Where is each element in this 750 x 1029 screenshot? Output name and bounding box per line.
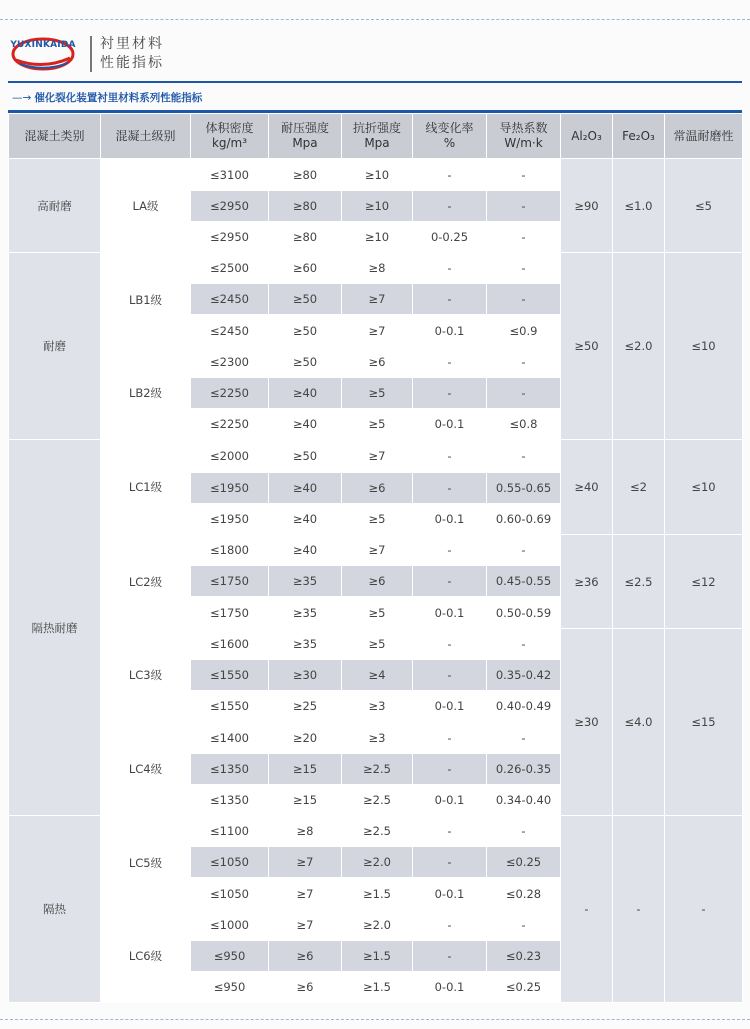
wear-cell: - xyxy=(665,816,743,1003)
table-header-row xyxy=(9,114,743,159)
header-cell-class xyxy=(9,114,101,159)
linear-change-cell: - xyxy=(413,910,487,941)
flexural-cell: ≥2.0 xyxy=(342,847,413,878)
density-cell: ≤1350 xyxy=(191,754,269,785)
flexural-cell: ≥5 xyxy=(342,378,413,409)
compressive-cell: ≥50 xyxy=(269,440,342,473)
compressive-cell: ≥7 xyxy=(269,878,342,910)
flexural-cell: ≥3 xyxy=(342,691,413,722)
al2o3-cell: ≥90 xyxy=(561,159,613,253)
density-cell: ≤2500 xyxy=(191,253,269,284)
flexural-cell: ≥7 xyxy=(342,284,413,315)
density-cell: ≤1600 xyxy=(191,629,269,660)
al2o3-cell: - xyxy=(561,816,613,1003)
header-label: 导热系数 xyxy=(499,121,548,135)
linear-change-cell: 0-0.1 xyxy=(413,878,487,910)
grade-cell: LC4级 xyxy=(101,722,191,816)
flexural-cell: ≥3 xyxy=(342,722,413,754)
compressive-cell: ≥80 xyxy=(269,159,342,191)
thermal-cell: - xyxy=(487,159,561,191)
header-label: 耐压强度 xyxy=(280,121,329,135)
wear-cell: ≤5 xyxy=(665,159,743,253)
flexural-cell: ≥7 xyxy=(342,315,413,347)
table-row xyxy=(9,253,743,284)
density-cell: ≤1950 xyxy=(191,473,269,504)
wear-cell: ≤10 xyxy=(665,253,743,440)
table-row xyxy=(9,816,743,847)
flexural-cell: ≥7 xyxy=(342,440,413,473)
header-unit: Mpa xyxy=(364,136,390,150)
linear-change-cell: 0-0.1 xyxy=(413,972,487,1003)
linear-change-cell: - xyxy=(413,473,487,504)
density-cell: ≤2000 xyxy=(191,440,269,473)
density-cell: ≤3100 xyxy=(191,159,269,191)
thermal-cell: 0.26-0.35 xyxy=(487,754,561,785)
density-cell: ≤950 xyxy=(191,972,269,1003)
al2o3-cell: ≥40 xyxy=(561,440,613,535)
thermal-cell: - xyxy=(487,535,561,566)
compressive-cell: ≥30 xyxy=(269,660,342,691)
header-label: 线变化率 xyxy=(425,121,474,135)
linear-change-cell: 0-0.1 xyxy=(413,785,487,816)
flexural-cell: ≥6 xyxy=(342,566,413,597)
linear-change-cell: - xyxy=(413,754,487,785)
header-cell-thermal xyxy=(487,114,561,159)
class-cell: 高耐磨 xyxy=(9,159,101,253)
grade-cell: LC2级 xyxy=(101,535,191,629)
linear-change-cell: - xyxy=(413,660,487,691)
flexural-cell: ≥10 xyxy=(342,191,413,222)
density-cell: ≤2250 xyxy=(191,378,269,409)
header-label: 体积密度 xyxy=(205,121,254,135)
compressive-cell: ≥50 xyxy=(269,347,342,378)
fe2o3-cell: ≤2 xyxy=(613,440,665,535)
compressive-cell: ≥80 xyxy=(269,222,342,253)
class-cell: 隔热耐磨 xyxy=(9,440,101,816)
header-cell-compressive xyxy=(269,114,342,159)
compressive-cell: ≥50 xyxy=(269,315,342,347)
density-cell: ≤2450 xyxy=(191,284,269,315)
density-cell: ≤2250 xyxy=(191,409,269,440)
compressive-cell: ≥25 xyxy=(269,691,342,722)
compressive-cell: ≥6 xyxy=(269,941,342,972)
flexural-cell: ≥1.5 xyxy=(342,941,413,972)
density-cell: ≤1000 xyxy=(191,910,269,941)
header-cell-flexural xyxy=(342,114,413,159)
header-cell-al2o3 xyxy=(561,114,613,159)
fe2o3-cell: ≤2.0 xyxy=(613,253,665,440)
header-title-line2: 性能指标 xyxy=(100,55,164,71)
density-cell: ≤2950 xyxy=(191,191,269,222)
flexural-cell: ≥10 xyxy=(342,159,413,191)
compressive-cell: ≥15 xyxy=(269,785,342,816)
grade-cell: LC5级 xyxy=(101,816,191,910)
thermal-cell: - xyxy=(487,440,561,473)
thermal-cell: - xyxy=(487,629,561,660)
density-cell: ≤1100 xyxy=(191,816,269,847)
flexural-cell: ≥7 xyxy=(342,535,413,566)
compressive-cell: ≥7 xyxy=(269,847,342,878)
flexural-cell: ≥5 xyxy=(342,504,413,535)
table-row xyxy=(9,159,743,191)
thermal-cell: ≤0.8 xyxy=(487,409,561,440)
density-cell: ≤1550 xyxy=(191,691,269,722)
flexural-cell: ≥10 xyxy=(342,222,413,253)
thermal-cell: - xyxy=(487,284,561,315)
compressive-cell: ≥80 xyxy=(269,191,342,222)
linear-change-cell: - xyxy=(413,535,487,566)
density-cell: ≤1750 xyxy=(191,597,269,629)
al2o3-cell: ≥50 xyxy=(561,253,613,440)
header-title-line1: 衬里材料 xyxy=(100,36,164,52)
compressive-cell: ≥20 xyxy=(269,722,342,754)
thermal-cell: 0.55-0.65 xyxy=(487,473,561,504)
compressive-cell: ≥6 xyxy=(269,972,342,1003)
grade-cell: LA级 xyxy=(101,159,191,253)
linear-change-cell: 0-0.25 xyxy=(413,222,487,253)
wear-cell: ≤12 xyxy=(665,535,743,629)
wear-cell: ≤10 xyxy=(665,440,743,535)
linear-change-cell: - xyxy=(413,816,487,847)
density-cell: ≤950 xyxy=(191,941,269,972)
section-subtitle-text: 催化裂化装置衬里材料系列性能指标 xyxy=(34,92,203,104)
density-cell: ≤1950 xyxy=(191,504,269,535)
header-cell-density xyxy=(191,114,269,159)
arrow-right-icon: —→ xyxy=(12,92,32,104)
table-row xyxy=(9,535,743,566)
linear-change-cell: 0-0.1 xyxy=(413,504,487,535)
wear-cell: ≤15 xyxy=(665,629,743,816)
table-row xyxy=(9,629,743,660)
flexural-cell: ≥4 xyxy=(342,660,413,691)
header-divider xyxy=(90,36,92,72)
top-dashed-line xyxy=(0,19,750,20)
thermal-cell: - xyxy=(487,722,561,754)
logo-text: YUXINKAIDA xyxy=(10,40,76,50)
thermal-cell: - xyxy=(487,910,561,941)
linear-change-cell: - xyxy=(413,847,487,878)
fe2o3-cell: - xyxy=(613,816,665,1003)
linear-change-cell: - xyxy=(413,159,487,191)
header-unit: % xyxy=(443,136,456,150)
header-label: Fe₂O₃ xyxy=(622,128,655,143)
density-cell: ≤2950 xyxy=(191,222,269,253)
thermal-cell: ≤0.25 xyxy=(487,972,561,1003)
thermal-cell: - xyxy=(487,378,561,409)
linear-change-cell: - xyxy=(413,629,487,660)
compressive-cell: ≥7 xyxy=(269,910,342,941)
header-label: 混凝土级别 xyxy=(115,128,176,143)
thermal-cell: - xyxy=(487,222,561,253)
flexural-cell: ≥1.5 xyxy=(342,972,413,1003)
flexural-cell: ≥5 xyxy=(342,597,413,629)
grade-cell: LC1级 xyxy=(101,440,191,535)
linear-change-cell: - xyxy=(413,440,487,473)
fe2o3-cell: ≤4.0 xyxy=(613,629,665,816)
header-unit: W/m·k xyxy=(504,136,543,150)
al2o3-cell: ≥30 xyxy=(561,629,613,816)
flexural-cell: ≥5 xyxy=(342,409,413,440)
grade-cell: LB1级 xyxy=(101,253,191,347)
header-label: 混凝土类别 xyxy=(24,128,85,143)
fe2o3-cell: ≤1.0 xyxy=(613,159,665,253)
header-cell-grade xyxy=(101,114,191,159)
linear-change-cell: - xyxy=(413,253,487,284)
section-subtitle xyxy=(12,90,202,105)
density-cell: ≤2300 xyxy=(191,347,269,378)
linear-change-cell: - xyxy=(413,378,487,409)
flexural-cell: ≥8 xyxy=(342,253,413,284)
flexural-cell: ≥2.0 xyxy=(342,910,413,941)
thermal-cell: 0.45-0.55 xyxy=(487,566,561,597)
linear-change-cell: - xyxy=(413,722,487,754)
compressive-cell: ≥35 xyxy=(269,629,342,660)
compressive-cell: ≥60 xyxy=(269,253,342,284)
al2o3-cell: ≥36 xyxy=(561,535,613,629)
flexural-cell: ≥2.5 xyxy=(342,785,413,816)
linear-change-cell: 0-0.1 xyxy=(413,315,487,347)
density-cell: ≤2450 xyxy=(191,315,269,347)
linear-change-cell: 0-0.1 xyxy=(413,597,487,629)
header-unit: kg/m³ xyxy=(211,136,248,150)
flexural-cell: ≥2.5 xyxy=(342,754,413,785)
page-header xyxy=(0,26,750,80)
grade-cell: LC6级 xyxy=(101,910,191,1003)
density-cell: ≤1050 xyxy=(191,847,269,878)
table-body xyxy=(9,159,743,1003)
properties-table xyxy=(8,113,742,1014)
flexural-cell: ≥5 xyxy=(342,629,413,660)
fe2o3-cell: ≤2.5 xyxy=(613,535,665,629)
flexural-cell: ≥6 xyxy=(342,347,413,378)
table-row xyxy=(9,440,743,473)
thermal-cell: 0.50-0.59 xyxy=(487,597,561,629)
thermal-cell: - xyxy=(487,816,561,847)
linear-change-cell: - xyxy=(413,284,487,315)
linear-change-cell: 0-0.1 xyxy=(413,409,487,440)
linear-change-cell: - xyxy=(413,347,487,378)
header-cell-fe2o3 xyxy=(613,114,665,159)
density-cell: ≤1050 xyxy=(191,878,269,910)
linear-change-cell: - xyxy=(413,566,487,597)
compressive-cell: ≥15 xyxy=(269,754,342,785)
flexural-cell: ≥1.5 xyxy=(342,878,413,910)
compressive-cell: ≥40 xyxy=(269,504,342,535)
flexural-cell: ≥2.5 xyxy=(342,816,413,847)
density-cell: ≤1350 xyxy=(191,785,269,816)
thermal-cell: 0.35-0.42 xyxy=(487,660,561,691)
compressive-cell: ≥35 xyxy=(269,597,342,629)
density-cell: ≤1800 xyxy=(191,535,269,566)
thermal-cell: 0.40-0.49 xyxy=(487,691,561,722)
density-cell: ≤1750 xyxy=(191,566,269,597)
linear-change-cell: 0-0.1 xyxy=(413,691,487,722)
thermal-cell: - xyxy=(487,191,561,222)
compressive-cell: ≥8 xyxy=(269,816,342,847)
density-cell: ≤1550 xyxy=(191,660,269,691)
grade-cell: LC3级 xyxy=(101,629,191,722)
thermal-cell: ≤0.28 xyxy=(487,878,561,910)
thermal-cell: ≤0.25 xyxy=(487,847,561,878)
grade-cell: LB2级 xyxy=(101,347,191,440)
linear-change-cell: - xyxy=(413,941,487,972)
thermal-cell: 0.34-0.40 xyxy=(487,785,561,816)
thermal-cell: - xyxy=(487,253,561,284)
compressive-cell: ≥40 xyxy=(269,473,342,504)
linear-change-cell: - xyxy=(413,191,487,222)
header-label: 常温耐磨性 xyxy=(673,128,734,143)
bottom-dashed-line xyxy=(0,1019,750,1020)
header-unit: Mpa xyxy=(292,136,318,150)
compressive-cell: ≥40 xyxy=(269,378,342,409)
thermal-cell: - xyxy=(487,347,561,378)
header-cell-linear xyxy=(413,114,487,159)
compressive-cell: ≥35 xyxy=(269,566,342,597)
header-label: Al₂O₃ xyxy=(571,128,602,143)
compressive-cell: ≥40 xyxy=(269,409,342,440)
compressive-cell: ≥50 xyxy=(269,284,342,315)
thermal-cell: ≤0.23 xyxy=(487,941,561,972)
header-label: 抗折强度 xyxy=(352,121,401,135)
header-cell-wear xyxy=(665,114,743,159)
header-rule xyxy=(8,81,742,83)
class-cell: 耐磨 xyxy=(9,253,101,440)
thermal-cell: ≤0.9 xyxy=(487,315,561,347)
thermal-cell: 0.60-0.69 xyxy=(487,504,561,535)
density-cell: ≤1400 xyxy=(191,722,269,754)
compressive-cell: ≥40 xyxy=(269,535,342,566)
flexural-cell: ≥6 xyxy=(342,473,413,504)
company-logo xyxy=(10,36,76,72)
class-cell: 隔热 xyxy=(9,816,101,1003)
